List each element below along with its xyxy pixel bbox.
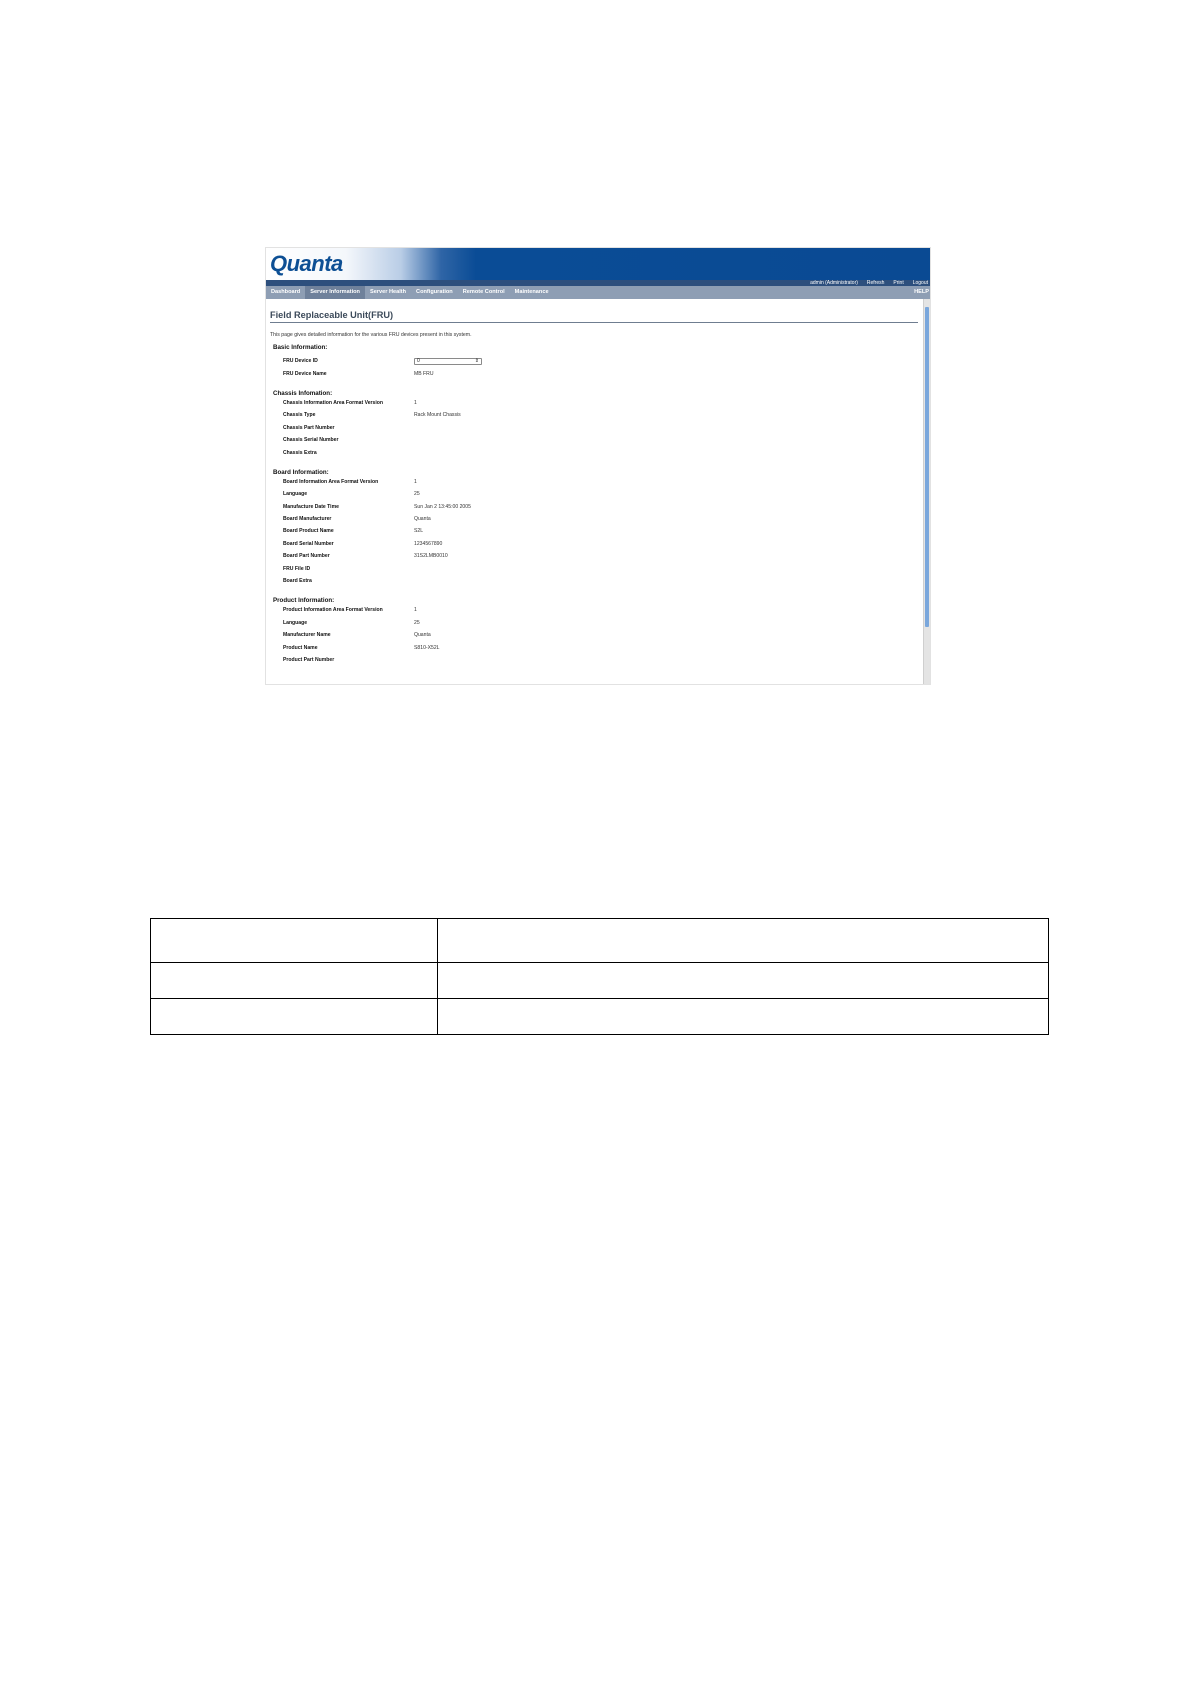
chassis-section-title: Chassis Infomation: — [273, 389, 333, 397]
fru-screenshot — [265, 247, 931, 685]
nav-remote-control[interactable]: Remote Control — [462, 289, 505, 295]
chassis-row — [283, 434, 920, 446]
chassis-label: Chassis Type — [283, 412, 316, 419]
fru-device-id-row — [283, 355, 920, 367]
board-label: Board Part Number — [283, 553, 330, 560]
product-row — [283, 617, 920, 629]
basic-section-title: Basic Information: — [273, 344, 328, 351]
fru-device-name-row — [283, 367, 920, 379]
board-section-title: Board Information: — [273, 468, 329, 476]
product-value: 1 — [414, 607, 417, 614]
user-link[interactable]: admin (Administrator) — [810, 280, 858, 286]
fru-device-id-label: FRU Device ID — [283, 358, 318, 365]
product-label: Language — [283, 619, 308, 626]
product-row — [283, 604, 920, 616]
board-value: Sun Jan 2 13:45:00 2005 — [414, 503, 471, 510]
board-value: S2L — [414, 528, 424, 535]
product-value: S810-X52L — [414, 644, 440, 651]
product-label: Manufacturer Name — [283, 632, 331, 639]
nav-server-health[interactable]: Server Health — [369, 289, 407, 295]
vertical-scrollbar[interactable] — [923, 299, 930, 685]
empty-table — [150, 918, 1049, 1035]
chassis-value: Rack Mount Chassis — [414, 412, 461, 419]
board-value: 25 — [414, 491, 420, 498]
board-row — [283, 501, 920, 513]
table-row — [151, 999, 1049, 1035]
board-label: Board Product Name — [283, 528, 334, 535]
product-label: Product Information Area Format Version — [283, 607, 383, 614]
nav-configuration[interactable]: Configuration — [416, 289, 453, 295]
board-value: Quanta — [414, 516, 431, 523]
page-title: Field Replaceable Unit(FRU) — [270, 310, 918, 323]
chassis-row — [283, 446, 920, 458]
board-label: Board Manufacturer — [283, 516, 332, 523]
fru-device-id-select[interactable] — [414, 358, 482, 365]
select-arrows-icon: ⇕ — [474, 357, 479, 364]
board-row — [283, 513, 920, 525]
chassis-row — [283, 397, 920, 409]
board-value: 1 — [414, 478, 417, 485]
chassis-row — [283, 409, 920, 421]
board-label: Board Information Area Format Version — [283, 478, 379, 485]
board-row — [283, 476, 920, 488]
nav-dashboard[interactable]: Dashboard — [271, 289, 301, 295]
table-cell — [151, 999, 438, 1035]
table-row — [151, 963, 1049, 999]
board-row — [283, 538, 920, 550]
board-value: 31S2LMB0010 — [414, 553, 448, 560]
fru-device-name-value: MB FRU — [414, 370, 434, 377]
page-intro: This page gives detailed information for the various FRU devices present in this system. — [270, 332, 472, 338]
board-row — [283, 525, 920, 537]
logout-link[interactable]: Logout — [912, 280, 928, 286]
app-header — [266, 248, 931, 280]
board-label: Manufacture Date Time — [283, 503, 339, 510]
table-cell — [151, 919, 438, 963]
board-row — [283, 488, 920, 500]
product-label: Product Part Number — [283, 657, 335, 663]
chassis-label: Chassis Information Area Format Version — [283, 399, 384, 406]
board-label: Board Extra — [283, 578, 312, 585]
table-cell — [438, 919, 1049, 963]
help-link[interactable]: HELP — [914, 289, 929, 295]
product-row — [283, 641, 920, 653]
chassis-label: Chassis Part Number — [283, 424, 335, 431]
table-cell — [438, 963, 1049, 999]
chassis-row — [283, 422, 920, 434]
product-value: 25 — [414, 619, 420, 626]
main-nav — [266, 286, 931, 299]
table-row — [151, 919, 1049, 963]
product-row — [283, 629, 920, 641]
product-label: Product Name — [283, 644, 318, 651]
board-row — [283, 550, 920, 562]
chassis-label: Chassis Serial Number — [283, 437, 339, 444]
board-row — [283, 562, 920, 574]
board-row — [283, 575, 920, 587]
nav-maintenance[interactable]: Maintenance — [514, 289, 549, 295]
table-cell — [151, 963, 438, 999]
print-link[interactable]: Print — [893, 280, 904, 286]
quanta-logo: Quanta — [270, 251, 343, 276]
fru-device-name-label: FRU Device Name — [283, 370, 327, 377]
board-label: Language — [283, 491, 308, 498]
product-value: Quanta — [414, 632, 431, 639]
chassis-label: Chassis Extra — [283, 449, 317, 456]
product-section-title: Product Information: — [273, 597, 335, 605]
table-cell — [438, 999, 1049, 1035]
page-content — [270, 300, 920, 666]
nav-server-information[interactable]: Server Information — [305, 286, 365, 299]
chassis-value: 1 — [414, 399, 417, 406]
board-value: 1234567890 — [414, 540, 443, 547]
board-label: FRU File ID — [283, 565, 311, 572]
scrollbar-thumb[interactable] — [925, 307, 929, 627]
product-row — [283, 654, 920, 666]
refresh-link[interactable]: Refresh — [866, 280, 885, 286]
fru-device-id-value: 0 — [417, 358, 420, 365]
board-label: Board Serial Number — [283, 540, 334, 547]
